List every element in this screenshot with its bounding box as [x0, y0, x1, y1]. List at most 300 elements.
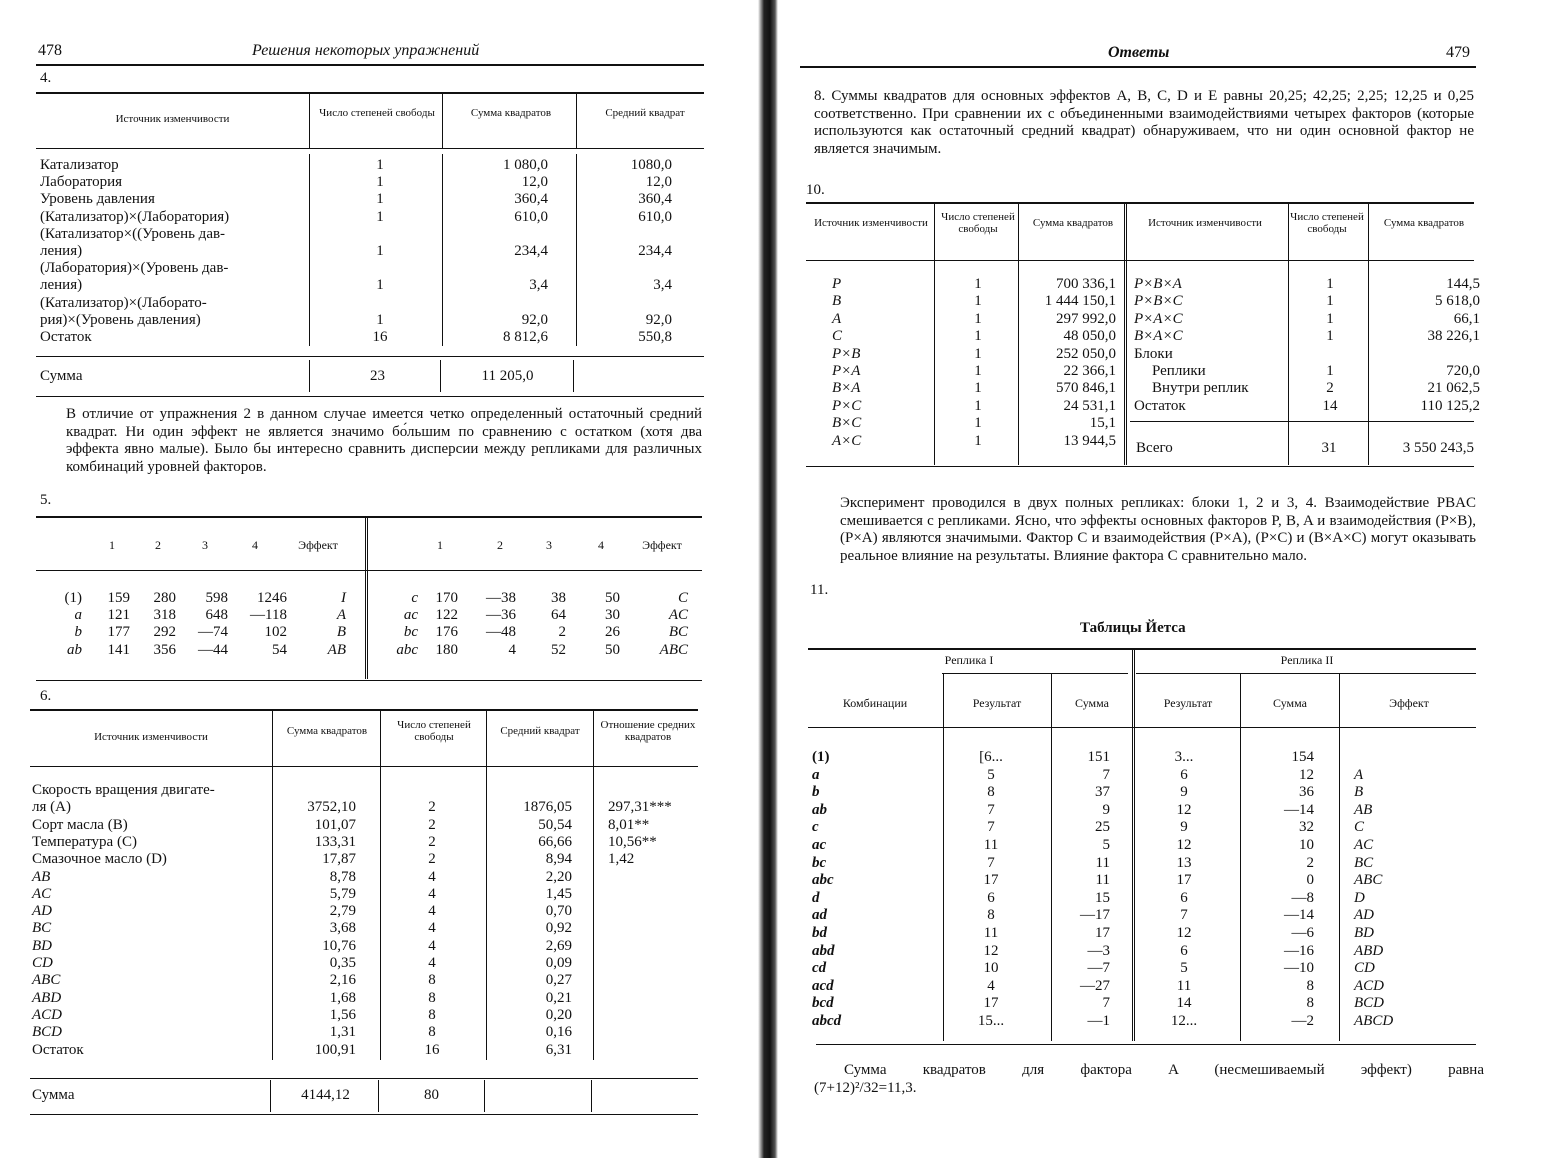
row-sum-rep1: 17: [1095, 925, 1110, 941]
row-value: 64: [551, 607, 566, 624]
row-ms: 0,92: [545, 920, 572, 937]
row-value: 170: [435, 590, 458, 606]
row-result-rep1: 7: [987, 801, 995, 818]
row-result-rep1: [6...: [979, 749, 1003, 765]
row-effect: BC: [1354, 854, 1374, 871]
col-divider: [943, 674, 944, 1041]
row-ms: 1876,05: [523, 799, 572, 816]
col-divider: [1288, 203, 1289, 465]
exercise-note: В отличие от упражнения 2 в данном случае имеется четко определенный остаточный средний квадрат. Ни один эффект не является значимо бо́льшим по сравнению с остатком (хотя два эффекта явно малые). Было бы интересно сравнить дисперсии между репликами для различных комбинаций уровней факторов.: [66, 406, 702, 475]
row-effect: AB: [327, 641, 346, 658]
row-df: 1: [974, 328, 982, 345]
row-source: B×A: [832, 380, 861, 397]
row-combination: a: [812, 766, 820, 783]
row-combination: abd: [812, 942, 835, 959]
row-df: 1: [1326, 328, 1334, 345]
row-sum-rep1: 25: [1095, 819, 1110, 836]
row-df: 8: [428, 972, 436, 989]
row-result-rep1: 10: [983, 960, 999, 977]
row-result-rep1: 4: [987, 977, 995, 994]
row-source: CD: [32, 955, 53, 971]
row-value: —36: [486, 607, 516, 624]
row-df: 1: [1326, 310, 1334, 327]
row-sum-rep2: 0: [1306, 872, 1314, 889]
row-ms: 92,0: [645, 311, 672, 328]
col-divider: [593, 710, 594, 1060]
row-value: 318: [153, 607, 176, 624]
row-df: 4: [428, 955, 436, 971]
row-ms: 1,45: [545, 885, 572, 902]
row-ms: 0,16: [545, 1024, 572, 1041]
row-combination: (1): [64, 590, 82, 606]
row-result-rep1: 7: [987, 819, 995, 836]
row-source: B: [832, 293, 842, 310]
row-value: 121: [107, 607, 130, 624]
row-combination: abc: [812, 872, 834, 889]
row-effect: B: [336, 624, 346, 641]
col-header: 4: [252, 538, 258, 552]
row-value: 141: [107, 641, 130, 658]
exercise-number: 4.: [40, 70, 52, 86]
row-combination: ab: [812, 801, 827, 818]
col-header: Отношение средних квадратов: [600, 719, 696, 743]
row-df: 16: [372, 329, 388, 345]
right-page: [770, 0, 1568, 1158]
row-effect: B: [1354, 784, 1364, 801]
row-ms: 66,66: [538, 833, 572, 850]
row-combination: bc: [812, 854, 827, 871]
row-effect: ABCD: [1354, 1013, 1394, 1029]
row-value: 102: [264, 624, 287, 641]
row-combination: a: [74, 607, 82, 624]
row-df: 2: [428, 799, 436, 816]
row-df: 8: [428, 989, 436, 1006]
row-result-rep1: 11: [983, 837, 999, 853]
row-ms: 0,27: [545, 972, 572, 989]
row-result-rep1: 17: [983, 995, 999, 1012]
col-divider: [272, 710, 273, 1060]
row-effect: AD: [1354, 907, 1374, 924]
row-result-rep1: 5: [987, 766, 995, 783]
row-sum-rep1: —17: [1080, 907, 1110, 924]
row-ss: 3,68: [329, 920, 356, 937]
row-df: 8: [428, 1006, 436, 1023]
row-combination: c: [812, 819, 819, 836]
row-value: 122: [435, 607, 458, 624]
row-sum-rep1: —3: [1087, 942, 1110, 959]
row-ms: 12,0: [645, 174, 672, 191]
row-df: 1: [1326, 293, 1334, 310]
group-rule: [1136, 673, 1476, 674]
row-sum-rep2: —14: [1284, 907, 1314, 924]
col-header: Сумма: [1273, 696, 1307, 710]
row-source: ABC: [32, 972, 61, 989]
row-ss: 252 050,0: [1056, 345, 1116, 362]
row-ms: 0,70: [545, 903, 572, 920]
row-value: 30: [605, 607, 620, 624]
col-divider: [1368, 203, 1369, 465]
row-value: 52: [551, 641, 566, 658]
page-number: 479: [1446, 44, 1470, 61]
row-value: —44: [198, 641, 228, 658]
row-df: 1: [376, 174, 384, 191]
row-sum-rep1: —27: [1080, 977, 1110, 994]
row-effect: ABC: [1354, 872, 1383, 889]
row-combination: cd: [812, 960, 827, 977]
row-ss: 8,78: [329, 868, 356, 885]
row-ss: 66,1: [1453, 310, 1480, 327]
row-combination: (1): [812, 749, 830, 765]
row-ss: 1 080,0: [503, 157, 548, 173]
row-ms: 360,4: [638, 191, 672, 208]
row-sum-rep1: 15: [1095, 889, 1110, 906]
col-header: Источник изменчивости: [115, 113, 230, 125]
row-source: Остаток: [40, 329, 92, 345]
row-source: Внутри реплик: [1152, 380, 1249, 397]
row-ss: 101,07: [314, 816, 356, 833]
row-value: 180: [435, 641, 458, 658]
row-df: 4: [428, 903, 436, 920]
row-source: P×B: [832, 345, 861, 362]
exercise-note: Эксперимент проводился в двух полных репликах: блоки 1, 2 и 3, 4. Взаимодействие PBAC смешивается с репликами. Ясно, что эффекты основных факторов P, B, A и взаимодействия (P×B), (P×A) являются значимыми. Фактор C и взаимодействия (P×A), (P×C) и (B×A×C) могут оказывать реальное влияние на результаты. Влияние фактора C сравнительно мало.: [840, 495, 1476, 564]
row-source: Температура (C): [32, 833, 137, 850]
row-source: A×C: [832, 432, 862, 449]
total-top-rule: [1130, 421, 1474, 422]
col-header: 2: [497, 538, 503, 552]
total-ss: 3 550 243,5: [1402, 440, 1474, 456]
col-divider: [934, 203, 935, 465]
total-df: 31: [1321, 440, 1337, 456]
row-ss: 22 366,1: [1063, 363, 1116, 379]
row-ss: 133,31: [314, 833, 356, 850]
row-value: 598: [205, 590, 228, 606]
row-ss: 1,68: [329, 989, 356, 1006]
row-sum-rep2: 10: [1299, 837, 1314, 853]
total-df: 80: [424, 1087, 439, 1103]
row-value: 2: [558, 624, 566, 641]
row-f-ratio: 297,31***: [608, 799, 672, 816]
header-bottom-rule: [36, 570, 702, 571]
row-value: 1246: [257, 590, 287, 606]
row-df: 1: [974, 276, 982, 292]
row-combination: bcd: [812, 995, 834, 1012]
row-source: BCD: [32, 1024, 62, 1041]
row-value: —38: [486, 590, 516, 606]
row-df: 1: [974, 380, 982, 397]
row-ss: 15,1: [1089, 415, 1116, 432]
row-ss: 360,4: [514, 191, 548, 208]
row-result-rep2: 12: [1176, 837, 1192, 853]
row-sum-rep2: 8: [1306, 995, 1314, 1012]
row-ss: 1,56: [329, 1006, 356, 1023]
row-df: 1: [376, 208, 384, 225]
col-divider: [1051, 674, 1052, 1041]
row-ss: 5 618,0: [1435, 293, 1480, 310]
row-ss: 144,5: [1446, 276, 1480, 292]
row-ms: 234,4: [638, 243, 672, 259]
row-df: 1: [1326, 363, 1334, 379]
row-source: Катализатор: [40, 157, 119, 173]
row-result-rep2: 9: [1180, 784, 1188, 801]
table-bottom-rule: [806, 466, 1474, 467]
row-effect: ABC: [659, 641, 688, 658]
row-source: ля (A): [32, 799, 71, 816]
table-bottom-rule: [36, 396, 704, 397]
page-number: 478: [38, 42, 62, 59]
row-f-ratio: 8,01**: [608, 816, 650, 833]
row-source: Блоки: [1134, 345, 1173, 362]
row-ms: 550,8: [638, 329, 672, 345]
row-source: рия)×(Уровень давления): [40, 311, 201, 328]
row-value: 159: [107, 590, 130, 606]
row-df: 4: [428, 937, 436, 954]
row-result-rep2: 6: [1180, 889, 1188, 906]
table-bottom-rule: [36, 680, 702, 681]
row-combination: d: [812, 889, 820, 906]
exercise-note-line1: Сумма квадратов для фактора A (несмешиваемый эффект) равна: [844, 1062, 1484, 1078]
col-header: Результат: [1163, 696, 1213, 710]
row-source: P×A×C: [1134, 310, 1183, 327]
row-sum-rep2: —16: [1284, 942, 1314, 959]
row-df: 1: [376, 311, 384, 328]
col-header: Сумма: [1075, 696, 1109, 710]
row-sum-rep1: 11: [1095, 854, 1110, 871]
row-df: 1: [974, 310, 982, 327]
row-ss: 21 062,5: [1427, 380, 1480, 397]
table-top-rule: [36, 92, 704, 94]
col-header: Средний квадрат: [605, 107, 685, 119]
row-sum-rep1: 5: [1102, 837, 1110, 853]
col-header: 1: [437, 538, 443, 552]
row-source: AC: [32, 885, 52, 902]
col-divider: [309, 360, 310, 392]
row-source: BD: [32, 937, 52, 954]
table-top-rule: [808, 648, 1476, 650]
table-top-rule: [30, 709, 698, 711]
row-sum-rep1: 11: [1095, 872, 1110, 889]
left-page: [0, 0, 760, 1158]
row-effect: CD: [1354, 960, 1375, 977]
row-value: 50: [605, 590, 620, 606]
col-divider: [1240, 674, 1241, 1041]
row-effect: A: [336, 607, 346, 624]
row-value: 176: [435, 624, 458, 641]
header-bottom-rule: [806, 260, 1474, 261]
row-f-ratio: 1,42: [608, 851, 635, 868]
table-bottom-rule: [30, 1114, 698, 1115]
col-header: Источник изменчивости: [94, 731, 208, 743]
row-df: 1: [974, 363, 982, 379]
col-divider: [440, 360, 441, 392]
row-source: C: [832, 328, 843, 345]
row-ms: 8,94: [545, 851, 572, 868]
row-effect: A: [1354, 766, 1364, 783]
row-ss: 110 125,2: [1420, 397, 1480, 414]
group-header: Реплика II: [1280, 653, 1334, 667]
row-sum-rep2: 2: [1306, 854, 1314, 871]
row-effect: I: [341, 590, 346, 606]
col-divider: [576, 93, 577, 148]
row-source: P×B×C: [1134, 293, 1183, 310]
exercise-number: 5.: [40, 492, 52, 508]
col-header: 3: [202, 538, 208, 552]
row-result-rep2: 6: [1180, 942, 1188, 959]
row-source: Смазочное масло (D): [32, 851, 167, 868]
row-ss: 12,0: [521, 174, 548, 191]
row-ss: 0,35: [329, 955, 356, 971]
row-df: 1: [376, 191, 384, 208]
col-divider: [484, 1080, 485, 1112]
row-value: 177: [107, 624, 130, 641]
col-header: Число степеней свободы: [319, 107, 435, 119]
row-effect: BC: [668, 624, 688, 641]
row-effect: C: [1354, 819, 1365, 836]
row-sum-rep1: 7: [1102, 995, 1110, 1012]
half-divider: [1132, 649, 1135, 1041]
total-df: 23: [370, 368, 385, 384]
row-sum-rep2: 12: [1299, 766, 1314, 783]
row-result-rep1: 15...: [977, 1013, 1005, 1029]
row-source: Сорт масла (B): [32, 816, 128, 833]
row-ss: 8 812,6: [503, 329, 548, 345]
col-divider: [378, 1080, 379, 1112]
row-source: B×C: [832, 415, 862, 432]
row-df: 1: [974, 397, 982, 414]
row-df: 1: [376, 157, 384, 173]
row-sum-rep1: —7: [1087, 960, 1110, 977]
col-divider: [442, 93, 443, 148]
row-df: 8: [428, 1024, 436, 1041]
row-result-rep2: 3...: [1174, 749, 1194, 765]
col-header: Сумма квадратов: [1383, 217, 1465, 229]
row-result-rep1: 8: [987, 784, 995, 801]
row-ss: 100,91: [314, 1041, 356, 1058]
row-combination: b: [74, 624, 82, 641]
header-bottom-rule: [30, 766, 698, 767]
row-df: 1: [974, 432, 982, 449]
row-effect: C: [677, 590, 688, 606]
row-source: Скорость вращения двигате-: [32, 782, 215, 798]
row-combination: ac: [812, 837, 827, 853]
half-divider: [1124, 203, 1127, 465]
row-sum-rep2: —6: [1291, 925, 1314, 941]
row-source: ления): [40, 243, 83, 259]
row-f-ratio: 10,56**: [608, 833, 657, 850]
col-divider: [442, 154, 443, 346]
col-divider: [309, 154, 310, 346]
col-header: 2: [155, 538, 161, 552]
row-ss: 1,31: [329, 1024, 356, 1041]
col-header: 3: [546, 538, 552, 552]
row-result-rep2: 14: [1176, 995, 1192, 1012]
row-df: 1: [376, 243, 384, 259]
row-sum-rep2: —10: [1284, 960, 1314, 977]
header-bottom-rule: [808, 727, 1476, 728]
row-ss: 610,0: [514, 208, 548, 225]
exercise-note-line2: (7+12)²/32=11,3.: [814, 1080, 917, 1096]
row-df: 2: [428, 851, 436, 868]
row-result-rep2: 9: [1180, 819, 1188, 836]
row-source: Остаток: [32, 1041, 84, 1058]
row-source: ACD: [32, 1006, 62, 1023]
col-header: 4: [598, 538, 604, 552]
row-result-rep2: 13: [1176, 854, 1192, 871]
row-sum-rep2: 32: [1299, 819, 1314, 836]
col-header: Источник изменчивости: [1148, 217, 1262, 229]
row-sum-rep2: —2: [1291, 1013, 1314, 1029]
total-ss: 4144,12: [301, 1087, 350, 1103]
row-ss: 720,0: [1446, 363, 1480, 379]
row-ss: 297 992,0: [1056, 310, 1116, 327]
row-ss: 92,0: [521, 311, 548, 328]
row-result-rep2: 12...: [1170, 1013, 1198, 1029]
total-label: Сумма: [40, 368, 83, 384]
row-ss: 38 226,1: [1427, 328, 1480, 345]
row-source: Реплики: [1152, 363, 1206, 379]
row-sum-rep1: 37: [1095, 784, 1110, 801]
col-header: Сумма квадратов: [1032, 217, 1114, 229]
col-divider: [576, 154, 577, 346]
row-df: 14: [1322, 397, 1338, 414]
row-df: 4: [428, 885, 436, 902]
row-effect: AC: [1354, 837, 1374, 853]
row-source: Остаток: [1134, 397, 1186, 414]
row-df: 1: [974, 293, 982, 310]
row-effect: D: [1354, 889, 1365, 906]
row-df: 2: [1326, 380, 1334, 397]
col-header: Число степеней свободы: [1290, 211, 1364, 235]
table-title: Таблицы Йетса: [1080, 620, 1186, 636]
total-label: Сумма: [32, 1087, 75, 1103]
row-ss: 17,87: [322, 851, 356, 868]
row-df: 4: [428, 868, 436, 885]
row-effect: ACD: [1354, 977, 1384, 994]
row-value: —74: [198, 624, 228, 641]
row-ss: 1 444 150,1: [1044, 293, 1116, 310]
row-value: 292: [153, 624, 176, 641]
row-value: —118: [250, 607, 287, 624]
row-source: ABD: [32, 989, 62, 1006]
header-rule: [800, 66, 1476, 68]
row-df: 4: [428, 920, 436, 937]
row-ss: 700 336,1: [1056, 276, 1116, 292]
row-source: P×A: [832, 363, 861, 379]
row-sum-rep1: 7: [1102, 766, 1110, 783]
row-combination: bd: [812, 925, 827, 941]
row-ss: 10,76: [322, 937, 356, 954]
row-value: 54: [272, 641, 287, 658]
row-ms: 1080,0: [630, 157, 672, 173]
total-top-rule: [30, 1078, 698, 1079]
col-divider: [1018, 203, 1019, 465]
table-bottom-rule: [816, 1044, 1476, 1045]
row-result-rep2: 6: [1180, 766, 1188, 783]
row-effect: ABD: [1354, 942, 1384, 959]
row-df: 1: [1326, 276, 1334, 292]
row-sum-rep1: 151: [1087, 749, 1110, 765]
row-sum-rep1: —1: [1087, 1013, 1110, 1029]
exercise-number: 11.: [810, 582, 829, 598]
row-ms: 2,20: [545, 868, 572, 885]
col-header: Результат: [972, 696, 1022, 710]
row-ms: 2,69: [545, 937, 572, 954]
row-sum-rep2: 36: [1299, 784, 1314, 801]
row-source: B×A×C: [1134, 328, 1183, 345]
row-source: P×B×A: [1134, 276, 1182, 292]
row-ss: 234,4: [514, 243, 548, 259]
row-combination: ab: [67, 641, 82, 658]
row-source: A: [832, 310, 842, 327]
